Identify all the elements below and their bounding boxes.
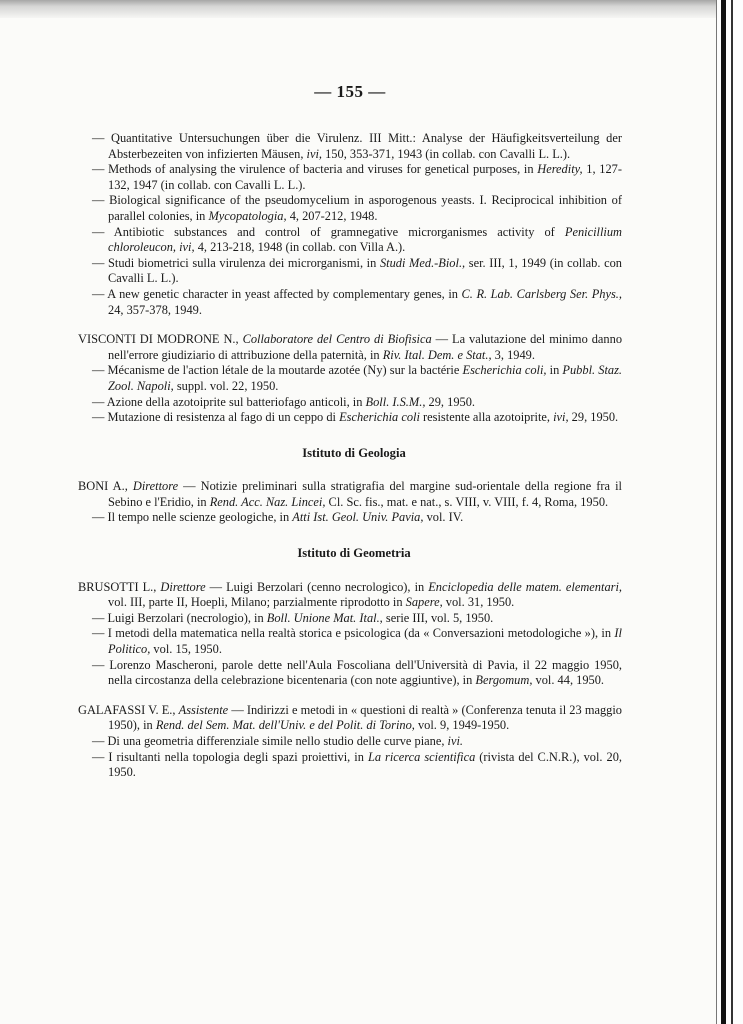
bib-entry: — Il tempo nelle scienze geologiche, in Atti Ist. Geol. Univ. Pavia, vol. IV. [92,510,464,525]
binding-line [721,0,726,1024]
page-number: — 155 — [314,82,386,101]
bib-entry: — Methods of analysing the virulence of bacteria and viruses for genetical purposes, in Heredity, 1, 127-132, 1947 (in collab. con Cavalli L. L.). [92,162,622,192]
bib-entry: — Quantitative Untersuchungen über die Virulenz. III Mitt.: Analyse der Häufigkeitsverteilung der Absterbezeiten von infizierten Mäusen, ivi, 150, 353-371, 1943 (in collab. con Cavalli L. L.). [92,131,622,161]
bib-entry: — I metodi della matematica nella realtà storica e psicologica (da « Conversazioni metodologiche »), in Il Politico, vol. 15, 1950. [92,626,622,657]
author-role: Direttore [160,579,206,594]
bib-entry: — Antibiotic substances and control of gramnegative microrganismes activity of Penicillium chloroleucon, ivi, 4, 213-218, 1948 (in collab. con Villa A.). [92,224,622,255]
author-entry: BRUSOTTI L., Direttore — Luigi Berzolari (cenno necrologico), in Enciclopedia delle matem. elementari, vol. III, parte II, Hoepli, Milano; parzialmente riprodotto in Sapere, vol. 31, 1950. [78,579,622,610]
binding-line-thin [731,0,733,1024]
author-role: Collaboratore del Centro di Biofisica [242,332,432,347]
author-entry: BONI A., Direttore — Notizie preliminari sulla stratigrafia del margine sud-orientale della regione fra il Sebino e l'Eridio, in Rend. Acc. Naz. Lincei, Cl. Sc. fis., mat. e nat., s. VIII, v. VIII, f. 4, Roma, 1950. [78,479,622,509]
bib-entry: — Azione della azotoiprite sul batteriofago anticoli, in Boll. I.S.M., 29, 1950. [92,394,475,409]
author-name: GALAFASSI V. E., [78,702,179,717]
galafassi-section [78,703,622,781]
bib-entry: — Biological significance of the pseudomycelium in asporogenous yeasts. I. Reciprocical inhibition of parallel colonies, in Mycopatologia, 4, 207-212, 1948. [92,193,622,223]
geologia-section [78,479,622,526]
author-entry: VISCONTI DI MODRONE N., Collaboratore del Centro di Biofisica — La valutazione del minimo danno nell'errore giudiziario di attribuzione della paternità, in Riv. Ital. Dem. e Stat., 3, 1949. [78,332,623,362]
author-name: VISCONTI DI MODRONE N., [78,332,243,347]
section-heading-geometria: Istituto di Geometria [297,546,411,561]
geometria-section [78,580,622,689]
scan-right-edge [716,0,743,1024]
author-name: BRUSOTTI L., [78,579,161,594]
author-role: Assistente [178,702,229,717]
bib-entry: — Lorenzo Mascheroni, parole dette nell'Aula Foscoliana dell'Università di Pavia, il 22 maggio 1950, nella circostanza della celebrazione bicentenaria (con note aggiuntive), in Bergomum, vol. 44, 1950. [92,657,622,688]
page-body [78,131,622,781]
scan-top-shadow [0,0,743,18]
author-name: BONI A., [78,479,133,494]
bib-entry: — Mécanisme de l'action létale de la moutarde azotée (Ny) sur la bactérie Escherichia coli, in Pubbl. Staz. Zool. Napoli, suppl. vol. 22, 1950. [92,363,623,393]
section-heading-geologia: Istituto di Geologia [302,445,406,460]
bib-entry: — I risultanti nella topologia degli spazi proiettivi, in La ricerca scientifica (rivista del C.N.R.), vol. 20, 1950. [92,749,622,780]
bib-entry: — Mutazione di resistenza al fago di un ceppo di Escherichia coli resistente alla azotoiprite, ivi, 29, 1950. [92,410,619,425]
author-entry: GALAFASSI V. E., Assistente — Indirizzi e metodi in « questioni di realtà » (Conferenza tenuta il 23 maggio 1950), in Rend. del Sem. Mat. dell'Univ. e del Polit. di Torino, vol. 9, 1949-1950. [78,702,622,733]
author-role: Direttore [132,479,179,494]
bib-entry: — Di una geometria differenziale simile nello studio delle curve piane, ivi. [92,734,464,748]
bib-entry: — Studi biometrici sulla virulenza dei microrganismi, in Studi Med.-Biol., ser. III, 1, 1949 (in collab. con Cavalli L. L.). [92,255,623,286]
bib-entry: — A new genetic character in yeast affected by complementary genes, in C. R. Lab. Carlsberg Ser. Phys., 24, 357-378, 1949. [92,286,622,317]
visconti-section [78,332,622,426]
bib-entry: — Luigi Berzolari (necrologio), in Boll. Unione Mat. Ital., serie III, vol. 5, 1950. [92,610,494,625]
bibliography-block-1 [78,131,622,318]
